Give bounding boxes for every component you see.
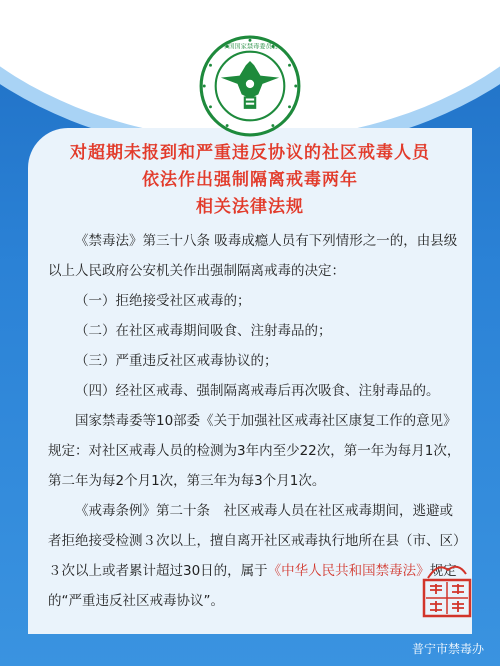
- paragraph-rehab-regulation-article-20: [48, 496, 466, 616]
- title-line-1: 对超期未报到和严重违反协议的社区戒毒人员: [70, 143, 430, 163]
- title-line-3: 相关法律法规: [196, 197, 304, 217]
- footer-source: 普宁市禁毒办: [411, 642, 484, 656]
- paragraph-drug-law-article-38: 《禁毒法》第三十八条 吸毒成瘾人员有下列情形之一的，由县级以上人民政府公安机关作出强制隔离戒毒的决定：: [48, 233, 458, 279]
- list-item: （四）经社区戒毒、强制隔离戒毒后再次吸食、注射毒品的。: [75, 383, 440, 399]
- document-title: [28, 140, 472, 221]
- highlighted-law-name: 《中华人民共和国禁毒法》: [267, 563, 430, 579]
- paragraph-text: 规定的“严重违反社区戒毒协议”。: [48, 563, 457, 609]
- document-body: [48, 226, 466, 616]
- list-item: （一）拒绝接受社区戒毒的；: [75, 293, 251, 309]
- narcotics-control-emblem-icon: [198, 34, 302, 138]
- list-item: （三）严重违反社区戒毒协议的；: [75, 353, 278, 369]
- title-line-2: 依法作出强制隔离戒毒两年: [142, 170, 358, 190]
- paragraph-ten-ministries-opinion: 国家禁毒委等10部委《关于加强社区戒毒社区康复工作的意见》规定：对社区戒毒人员的检测为3年内至少22次，第一年为每月1次，第二年为每2个月1次，第三年为每3个月1次。: [48, 413, 461, 489]
- paragraph-text: 《戒毒条例》第二十条 社区戒毒人员在社区戒毒期间，逃避或者拒绝接受检测３次以上，擅自离开社区戒毒执行地所在县（市、区）３次以上或者累计超过30日的，属于: [48, 503, 460, 579]
- list-item: （二）在社区戒毒期间吸食、注射毒品的；: [75, 323, 332, 339]
- svg-text:中国国家禁毒委员会: 中国国家禁毒委员会: [221, 43, 279, 51]
- seal-stamp-icon: [418, 560, 476, 620]
